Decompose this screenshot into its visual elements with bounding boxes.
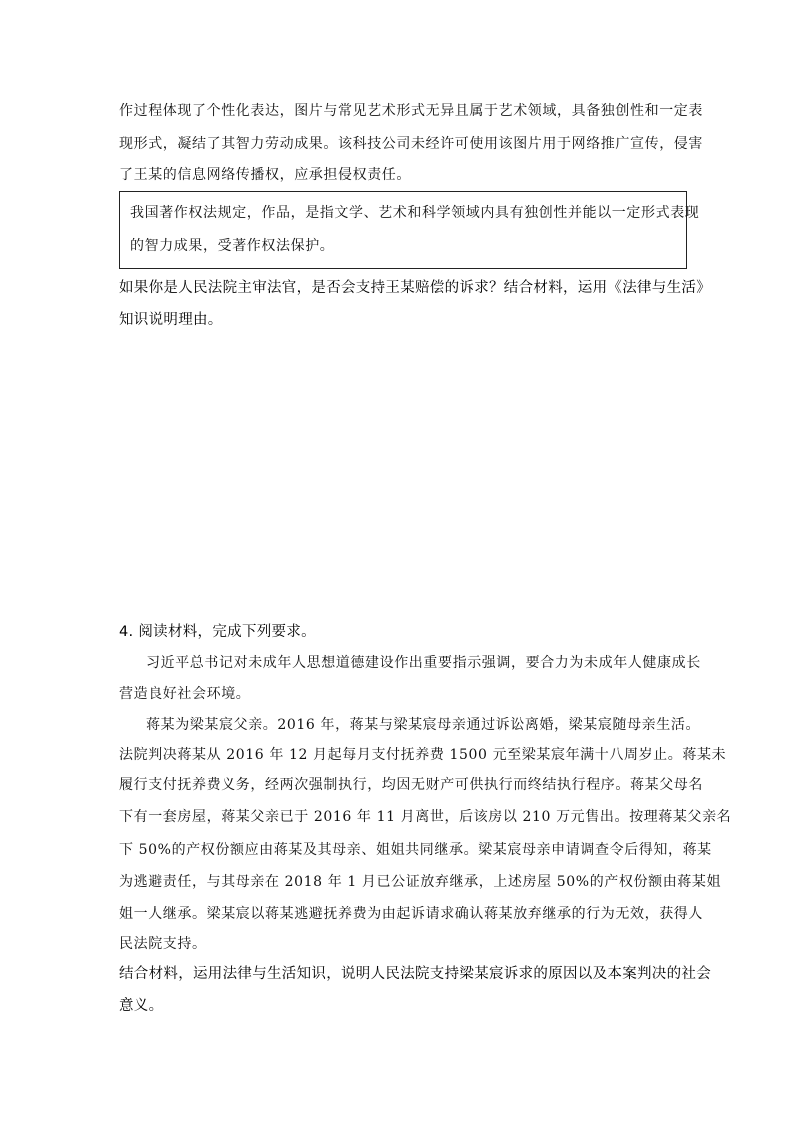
question-text-line: 意义。: [119, 998, 164, 1014]
body-text-line: 现形式，凝结了其智力劳动成果。该科技公司未经许可使用该图片用于网络推广宣传，侵害: [119, 136, 703, 152]
question-heading: 4. 阅读材料，完成下列要求。: [119, 624, 316, 640]
material-text-line: 民法院支持。: [119, 936, 207, 952]
question-text-line: 如果你是人民法院主审法官，是否会支持王某赔偿的诉求？结合材料，运用《法律与生活》: [119, 280, 711, 296]
material-text-line: 法院判决蒋某从 2016 年 12 月起每月支付抚养费 1500 元至梁某宸年满十八周岁止。蒋某未: [119, 747, 727, 763]
material-text-line: 蒋某为梁某宸父亲。2016 年，蒋某与梁某宸母亲通过诉讼离婚，梁某宸随母亲生活。: [146, 717, 701, 733]
material-text-line: 履行支付抚养费义务，经两次强制执行，均因无财产可供执行而终结执行程序。蒋某父母名: [119, 777, 703, 793]
material-text-line: 姐一人继承。梁某宸以蒋某逃避抚养费为由起诉请求确认蒋某放弃继承的行为无效，获得人: [119, 906, 703, 922]
law-excerpt-line: 我国著作权法规定，作品，是指文学、艺术和科学领域内具有独创性并能以一定形式表现: [130, 205, 700, 221]
body-text-line: 了王某的信息网络传播权，应承担侵权责任。: [119, 167, 411, 183]
material-text-line: 下有一套房屋，蒋某父亲已于 2016 年 11 月离世，后该房以 210 万元售出。按理蒋某父亲名: [119, 809, 732, 825]
material-text-line: 为逃避责任，与其母亲在 2018 年 1 月已公证放弃继承，上述房屋 50%的产权份额由蒋某姐: [119, 874, 722, 890]
question-text-line: 知识说明理由。: [119, 312, 223, 328]
body-text-line: 作过程体现了个性化表达，图片与常见艺术形式无异且属于艺术领域，具备独创性和一定表: [119, 103, 703, 119]
material-text-line: 营造良好社会环境。: [119, 686, 251, 702]
material-text-line: 习近平总书记对未成年人思想道德建设作出重要指示强调，要合力为未成年人健康成长: [146, 655, 701, 671]
question-text-line: 结合材料，运用法律与生活知识，说明人民法院支持梁某宸诉求的原因以及本案判决的社会: [119, 966, 711, 982]
law-excerpt-line: 的智力成果，受著作权法保护。: [130, 238, 335, 254]
law-excerpt-box: [119, 191, 700, 269]
material-text-line: 下 50%的产权份额应由蒋某及其母亲、姐姐共同继承。梁某宸母亲申请调查令后得知，蒋某: [119, 842, 712, 858]
